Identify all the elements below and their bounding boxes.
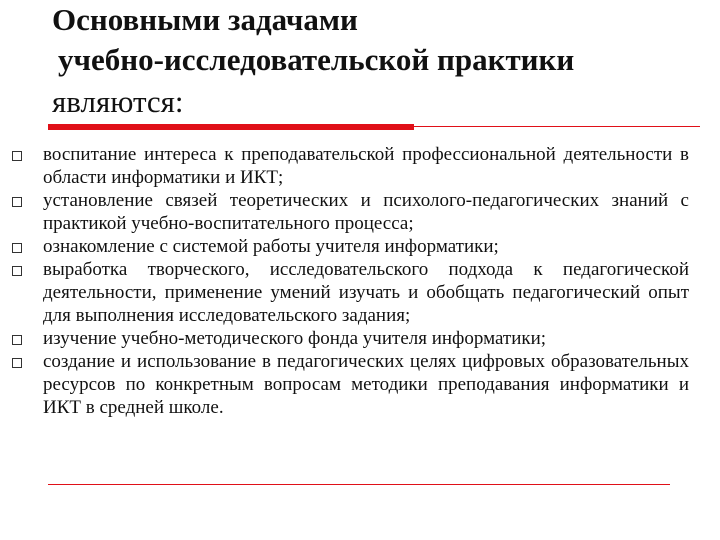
square-bullet-icon	[12, 197, 22, 207]
bottom-rule	[48, 484, 670, 485]
list-item	[0, 327, 689, 350]
title-underline-thin	[414, 126, 700, 127]
square-bullet-icon	[12, 266, 22, 276]
square-bullet-icon	[12, 358, 22, 368]
title-line-2: учебно-исследовательской практики	[58, 42, 575, 77]
list-item	[0, 235, 689, 258]
list-item	[0, 350, 689, 419]
list-item-text: создание и использование в педагогических целях цифровых образовательных ресурсов по конкретным вопросам методики преподавания информатики и ИКТ в средней школе.	[43, 351, 689, 418]
square-bullet-icon	[12, 335, 22, 345]
list-item-text: выработка творческого, исследовательского подхода к педагогической деятельности, применение умений изучать и обобщать педагогический опыт для выполнения исследовательского задания;	[43, 259, 689, 326]
title-underline	[48, 124, 700, 130]
slide-title	[42, 0, 692, 124]
list-item-text: изучение учебно-методического фонда учителя информатики;	[43, 328, 547, 349]
title-line-3: являются:	[52, 84, 184, 119]
title-underline-accent	[48, 124, 414, 130]
list-item	[0, 189, 689, 235]
task-list	[0, 143, 720, 419]
square-bullet-icon	[12, 151, 22, 161]
list-item-text: установление связей теоретических и психолого-педагогических знаний с практикой учебно-воспитательного процесса;	[43, 190, 689, 234]
list-item	[0, 258, 689, 327]
list-item-text: ознакомление с системой работы учителя информатики;	[43, 236, 499, 257]
list-item	[0, 143, 689, 189]
list-item-text: воспитание интереса к преподавательской профессиональной деятельности в области информатики и ИКТ;	[43, 144, 689, 188]
square-bullet-icon	[12, 243, 22, 253]
title-line-1: Основными задачами	[52, 2, 358, 37]
